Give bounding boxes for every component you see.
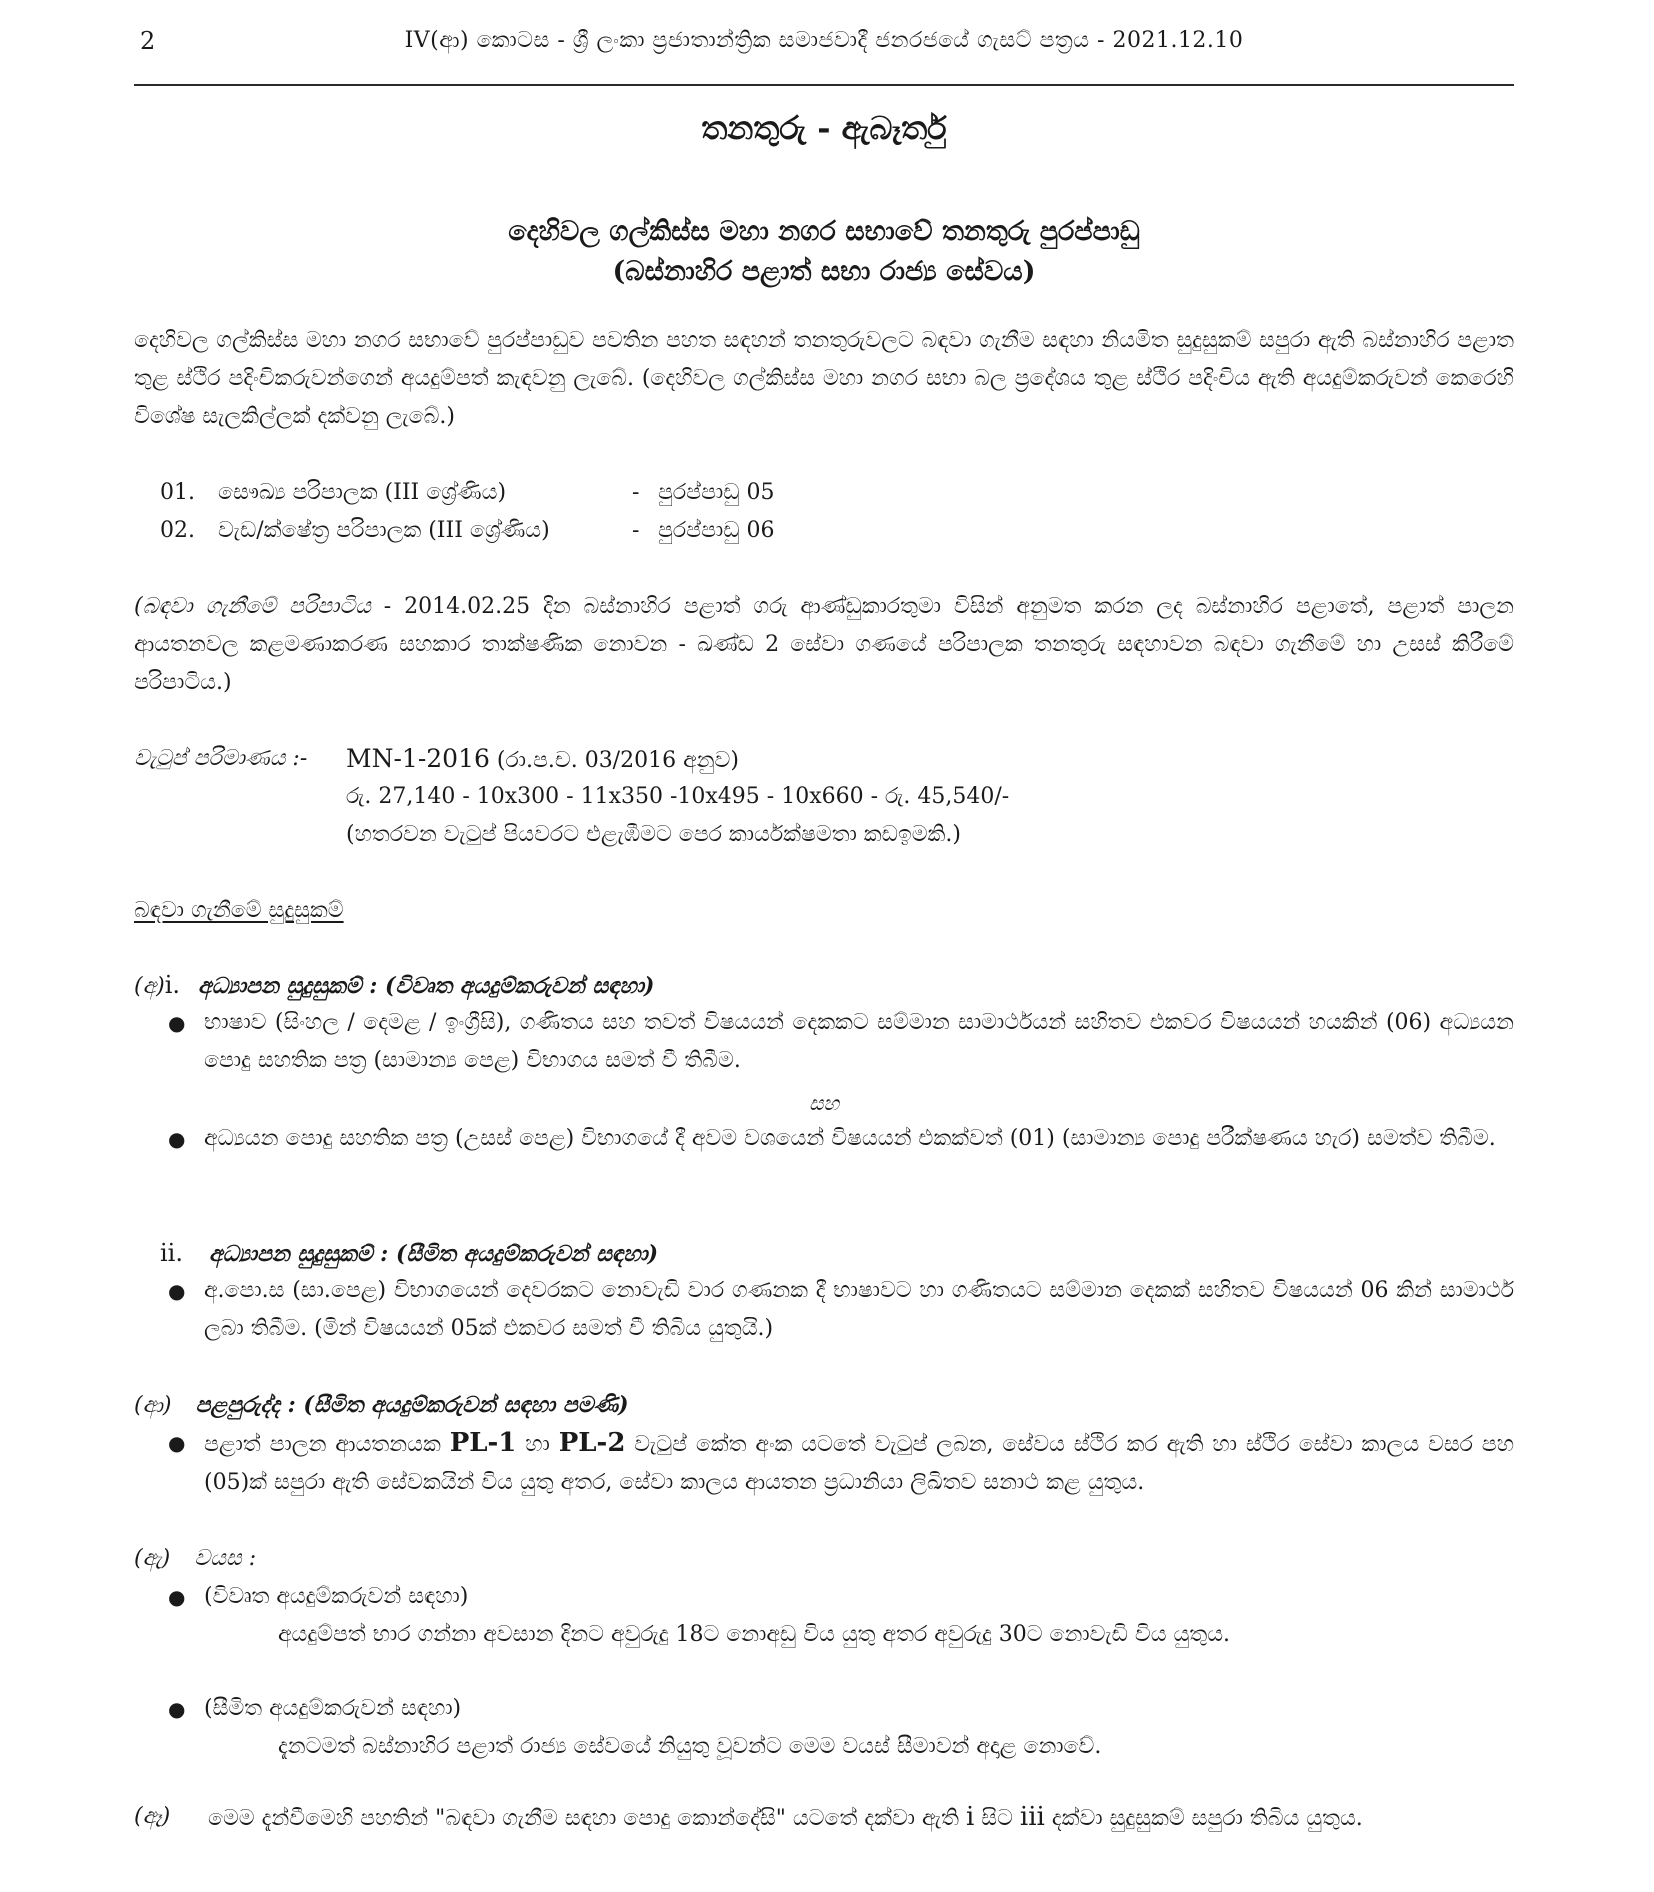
req-a-bullet3: අ.පො.ස (සා.පෙළ) විභාගයෙන් දෙවරකට නොවැඩි වාර ගණනක දී භාෂාවට හා ගණිතයට සම්මාන දෙකක් සහිතව විෂයයන් 06 කින් සාමාර්ථ ලබා තිබීම. (මින් විෂයයන් 05ක් එකවර සමත් වී තිබිය යුතුයි.) bbox=[204, 1278, 1514, 1341]
req-c-head: වයස : bbox=[194, 1546, 257, 1571]
procedure-paragraph bbox=[134, 588, 1514, 702]
salary-code-line bbox=[346, 740, 739, 780]
req-c-open-text: අයදුම්පත් භාර ගන්නා අවසාන දිනට අවුරුදු 18ට නොඅඩු විය යුතු අතර අවුරුදු 30ට නොවැඩි විය යුතුය. bbox=[278, 1622, 1231, 1647]
procedure-label: (බඳවා ගැනීමේ පරිපාටිය bbox=[134, 594, 371, 619]
req-b-text-post: වැටුප් කේත අංක යටතේ වැටුප් ලබන, සේවය ස්ථිර කර ඇති හා ස්ථිර සේවා කාලය වසර පහ (05)ක් සපුරා ඇති සේවකයින් විය යුතු අතර, සේවා කාලය ආයතන ප්‍රධානියා ලිඛිතව සනාථ කළ යුතුය. bbox=[204, 1432, 1515, 1495]
page-header bbox=[134, 22, 1514, 62]
req-d-text-pre: මෙම දැන්වීමෙහි පහතින් "බඳවා ගැනීම සඳහා පොදු කොන්දේසි" යටතේ දක්වා ඇති bbox=[208, 1806, 966, 1831]
req-a-bullet1: භාෂාව (සිංහල / දෙමළ / ඉංග්‍රීසි), ගණිතය සහ තවත් විෂයයන් දෙකකට සම්මාන සාමාර්ථයන් සහිතව එකවර විෂයයන් හයකින් (06) අධ්‍යයන පොදු සහතික පත්‍ර (සාමාන්‍ය පෙළ) විභාගය සමත් වී තිබීම. bbox=[204, 1010, 1514, 1073]
bullet-icon: ● bbox=[168, 1697, 186, 1721]
post-title: සෞඛ්‍ය පරිපාලක (III ශ්‍රේණිය) bbox=[218, 480, 507, 505]
req-d-text bbox=[208, 1798, 1514, 1838]
procedure-text: - 2014.02.25 දින බස්නාහිර පළාත් ගරු ආණ්ඩුකාරතුමා විසින් අනුමත කරන ලද බස්නාහිර පළාතේ, පළාත් පාලන ආයතනවල කළමණාකරණ සහකාර තාක්ෂණික නොවන - ඛණ්ඩ 2 සේවා ගණයේ පරිපාලක තනතුරු සඳහාවන බඳවා ගැනීමේ හා උසස් කිරීමේ පරිපාටිය.) bbox=[134, 594, 1514, 695]
req-c-open-label: (විවෘත අයදුම්කරුවන් සඳහා) bbox=[204, 1584, 469, 1609]
list-item bbox=[168, 1690, 1514, 1766]
header-rule bbox=[134, 84, 1514, 86]
post-dash: - bbox=[632, 480, 640, 505]
posts-list bbox=[160, 474, 960, 550]
req-d-i: i bbox=[965, 1802, 975, 1832]
list-item bbox=[160, 474, 960, 512]
page-number: 2 bbox=[140, 27, 156, 55]
notice-title bbox=[134, 212, 1514, 292]
post-vacancies: පුරප්පාඩු 06 bbox=[658, 518, 775, 543]
salary-label: වැටුප් පරිමාණය :- bbox=[134, 746, 308, 771]
list-item bbox=[168, 1120, 1514, 1196]
section-title: තනතුරු - ඇබෑර්තු bbox=[701, 109, 947, 147]
req-d-text-post: දක්වා සුදුසුකම් සපුරා තිබිය යුතුය. bbox=[1044, 1806, 1363, 1831]
req-c-mark: (ඇ) bbox=[134, 1546, 171, 1571]
req-b-bullet bbox=[204, 1424, 1514, 1502]
list-item bbox=[168, 1578, 1514, 1654]
req-a-mark: (අ) bbox=[134, 974, 165, 999]
req-b-head: පළපුරුද්ද : (සීමිත අයදුම්කරුවන් සඳහා පමණි) bbox=[195, 1392, 629, 1418]
requirements-heading: බඳවා ගැනීමේ සුදුසුකම් bbox=[134, 898, 344, 923]
req-b-mark: (ආ) bbox=[134, 1393, 172, 1418]
and-connector: සහ bbox=[808, 1091, 840, 1115]
req-a-ii-heading bbox=[160, 1234, 658, 1274]
req-a-roman-i: i. bbox=[164, 971, 181, 999]
header-text: IV(ආ) කොටස - ශ්‍රී ලංකා ප්‍රජාතාන්ත්‍රික සමාජවාදී ජනරජයේ ගැසට් පත්‍රය - 2021.12.10 bbox=[404, 28, 1244, 53]
pl2-code: PL-2 bbox=[558, 1428, 626, 1458]
req-a-bullet2: අධ්‍යයන පොදු සහතික පත්‍ර (උසස් පෙළ) විභාගයේ දී අවම වශයෙන් විෂයයන් එකක්වත් (01) (සාමාන්‍ය පොදු පරීක්ෂණය හැර) සමත්ව තිබීම. bbox=[204, 1126, 1496, 1151]
req-a-sub-ii-heading: අධ්‍යාපන සුදුසුකම් : (සීමිත අයදුම්කරුවන් සඳහා) bbox=[208, 1241, 659, 1267]
req-d-iii: iii bbox=[1019, 1802, 1045, 1832]
list-item bbox=[168, 1272, 1514, 1348]
req-d-mark: (ඈ) bbox=[134, 1804, 171, 1829]
bullet-icon: ● bbox=[168, 1011, 186, 1035]
list-item bbox=[168, 1004, 1514, 1080]
post-number: 02. bbox=[160, 518, 195, 543]
req-c-limited-text: දැනටමත් බස්නාහිර පළාත් රාජ්‍ය සේවයේ නියුතු වූවන්ට මෙම වයස් සීමාවන් අදාළ නොවේ. bbox=[278, 1734, 1102, 1759]
req-d-text-mid: සිට bbox=[974, 1806, 1020, 1831]
req-c-heading bbox=[134, 1540, 256, 1578]
post-title: වැඩ/ක්ෂේත්‍ර පරිපාලක (III ශ්‍රේණිය) bbox=[218, 518, 550, 543]
bullet-icon: ● bbox=[168, 1127, 186, 1151]
list-item bbox=[160, 512, 960, 550]
post-number: 01. bbox=[160, 480, 195, 505]
req-a-roman-ii: ii. bbox=[160, 1239, 183, 1267]
salary-steps: රු. 27,140 - 10x300 - 11x350 -10x495 - 10x660 - රු. 45,540/- bbox=[346, 784, 1010, 809]
post-dash: - bbox=[632, 518, 640, 543]
salary-code: MN-1-2016 bbox=[346, 744, 490, 773]
bullet-icon: ● bbox=[168, 1279, 186, 1303]
req-c-limited-label: (සීමිත අයදුම්කරුවන් සඳහා) bbox=[204, 1696, 462, 1721]
salary-note: (හතරවන වැටුප් පියවරට එළැඹීමට පෙර කාර්යක්ෂමතා කඩඉමකි.) bbox=[346, 822, 961, 847]
notice-title-line2: (බස්නාහිර පළාත් සභා රාජ්‍ය සේවය) bbox=[612, 256, 1036, 287]
req-a-heading bbox=[134, 966, 654, 1006]
req-b-heading bbox=[134, 1386, 629, 1425]
req-b-text-mid: හා bbox=[516, 1432, 559, 1457]
notice-title-line1: දෙහිවල ගල්කිස්ස මහා නගර සභාවේ තනතුරු පුරප්පාඩු bbox=[508, 216, 1140, 247]
post-vacancies: පුරප්පාඩු 05 bbox=[658, 480, 775, 505]
list-item bbox=[168, 1424, 1514, 1500]
bullet-icon: ● bbox=[168, 1585, 186, 1609]
req-a-sub-i-heading: අධ්‍යාපන සුදුසුකම් : (විවෘත අයදුම්කරුවන් සඳහා) bbox=[198, 973, 655, 999]
req-b-text-pre: පළාත් පාලන ආයතනයක bbox=[204, 1432, 450, 1457]
bullet-icon: ● bbox=[168, 1431, 186, 1455]
salary-code-note: (රා.ප.ච. 03/2016 අනුව) bbox=[489, 748, 739, 773]
pl1-code: PL-1 bbox=[449, 1428, 517, 1458]
intro-paragraph: දෙහිවල ගල්කිස්ස මහා නගර සභාවේ පුරප්පාඩුව පවතින පහත සඳහන් තනතුරුවලට බඳවා ගැනීම සඳහා නියමිත සුදුසුකම් සපුරා ඇති බස්නාහිර පළාත තුළ ස්ථිර පදිංචිකරුවන්ගෙන් අයදුම්පත් කැඳවනු ලැබේ. (දෙහිවල ගල්කිස්ස මහා නගර සභා බල ප්‍රදේශය තුළ ස්ථිර පදිංචිය ඇති අයදුම්කරුවන් කෙරෙහි විශේෂ සැලකිල්ලක් දක්වනු ලැබේ.) bbox=[134, 328, 1514, 429]
